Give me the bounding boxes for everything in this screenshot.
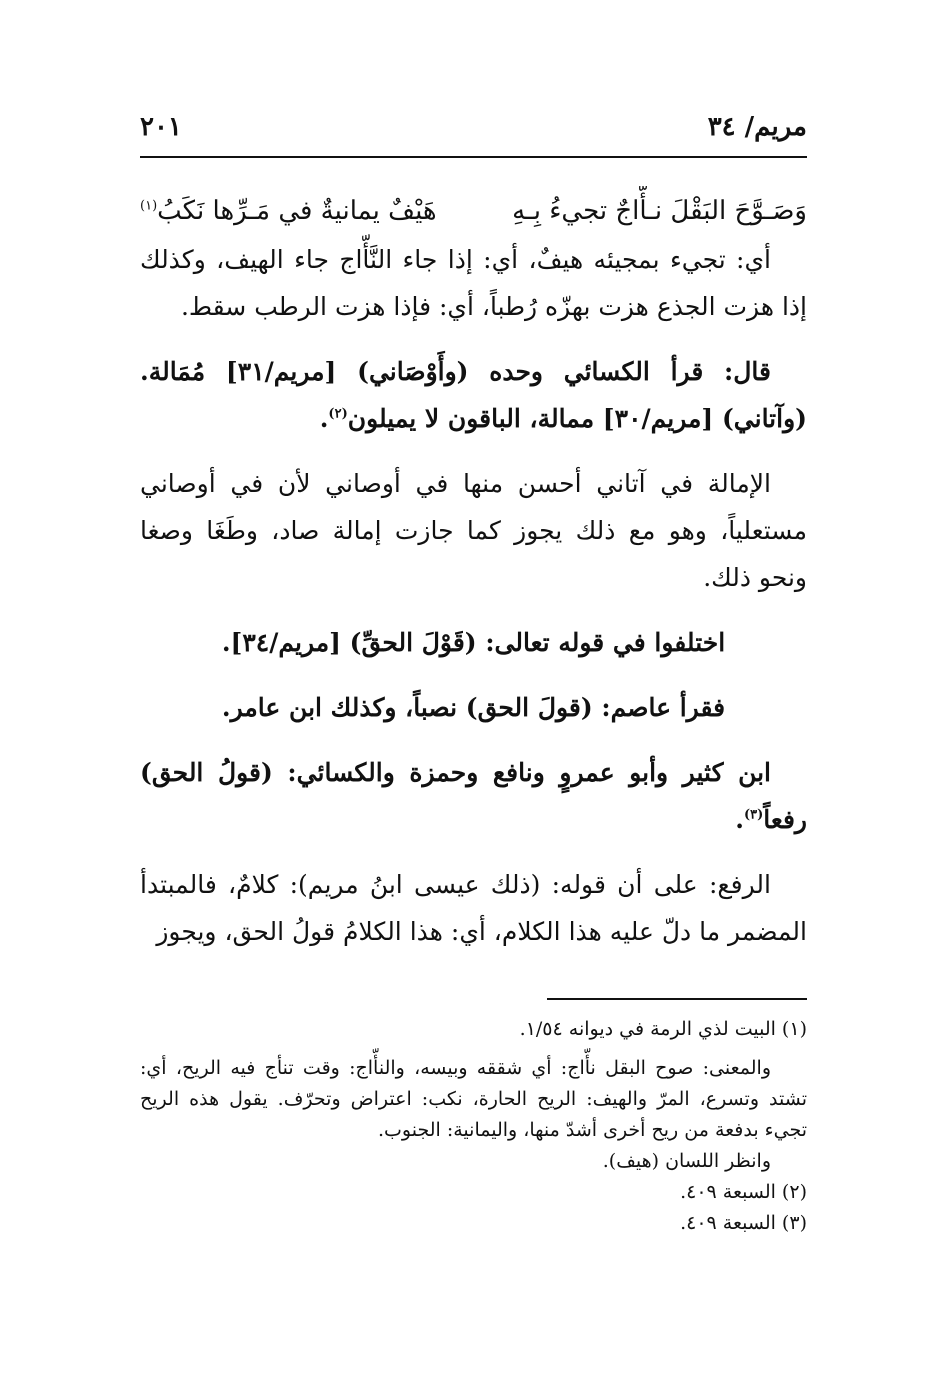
footnote-2: (٢) السبعة ٤٠٩. bbox=[680, 1181, 807, 1203]
footnotes bbox=[140, 1010, 807, 1300]
verse-first-hemistich bbox=[512, 186, 807, 236]
paragraph-disagreement: اختلفوا في قوله تعالى: (قَوْلَ الحقِّ) [مريم/٣٤]. bbox=[221, 628, 726, 657]
paragraph-others-reading-text: ابن كثير وأبو عمروٍ ونافع وحمزة والكسائي: (قولُ الحق) رفعاً bbox=[140, 758, 807, 834]
paragraph-asim-reading: فقرأ عاصم: (قولَ الحق) نصباً، وكذلك ابن عامر. bbox=[221, 693, 726, 722]
footnote-1-see-also: وانظر اللسان (هيف). bbox=[602, 1150, 771, 1172]
footnote-1: (١) البيت لذي الرمة في ديوانه ١/٥٤. bbox=[519, 1018, 807, 1040]
footnote-divider bbox=[547, 998, 807, 1000]
paragraph-end-mark: . bbox=[319, 404, 329, 433]
paragraph-imala-discussion: الإمالة في آتاني أحسن منها في أوصاني لأن في أوصاني مستعلياً، وهو مع ذلك يجوز كما جازت إمالة صاد، وطَغَا وصغا ونحو ذلك. bbox=[140, 469, 807, 592]
paragraph-end-mark: . bbox=[735, 805, 744, 834]
paragraph-others-reading bbox=[140, 749, 807, 843]
running-head bbox=[140, 112, 807, 152]
footnote-3: (٣) السبعة ٤٠٩. bbox=[680, 1212, 807, 1234]
header-divider bbox=[140, 156, 807, 158]
poetry-verse bbox=[140, 186, 807, 236]
footnote-ref-3: (٣) bbox=[744, 807, 764, 823]
verse-first-hemistich-text: وَصَـوَّحَ البَقْلَ نـأّاجٌ تجيءُ بِـهِ bbox=[512, 196, 807, 226]
page-number: ٢٠١ bbox=[140, 112, 182, 142]
main-text bbox=[140, 186, 807, 990]
paragraph-reading-imala-text: قال: قرأ الكسائي وحده (وأَوْصَاني) [مريم/٣١] مُمَالة. (وآتاني) [مريم/٣٠] ممالة، الباقون لا يميلون bbox=[140, 357, 807, 433]
verse-second-hemistich bbox=[140, 186, 437, 236]
running-head-title: مريم/ ٣٤ bbox=[707, 112, 807, 142]
paragraph-explanation: أي: تجيء بمجيئه هيفٌ، أي: إذا جاء النَّأّاج جاء الهيف، وكذلك إذا هزت الجذع هزت بهزّه رُطباً، أي: فإذا هزت الرطب سقط. bbox=[140, 245, 807, 321]
paragraph-raf-explanation: الرفع: على أن قوله: (ذلك عيسى ابنُ مريم): كلامٌ، فالمبتدأ المضمر ما دلّ عليه هذا الكلام، أي: هذا الكلامُ قولُ الحق، ويجوز bbox=[140, 870, 807, 946]
paragraph-reading-imala bbox=[140, 348, 807, 442]
footnote-ref-2: (٢) bbox=[328, 406, 348, 422]
footnote-ref-1: (١) bbox=[140, 198, 158, 214]
verse-second-hemistich-text: هَيْفٌ يمانيةٌ في مَـرِّها نَكَبُ bbox=[157, 196, 437, 226]
footnote-1-meaning: والمعنى: صوح البقل نأّاج: أي شققه وبيسه، والنأّاج: وقت تنأج فيه الريح، أي: تشتد وتسرع، المرّ والهيف: الريح الحارة، نكب: اعتراض وتحرّف. يقول هذه الريح تجيء بدفعة من ريح أخرى أشدّ منها، واليمانية: الجنوب. bbox=[140, 1057, 807, 1141]
